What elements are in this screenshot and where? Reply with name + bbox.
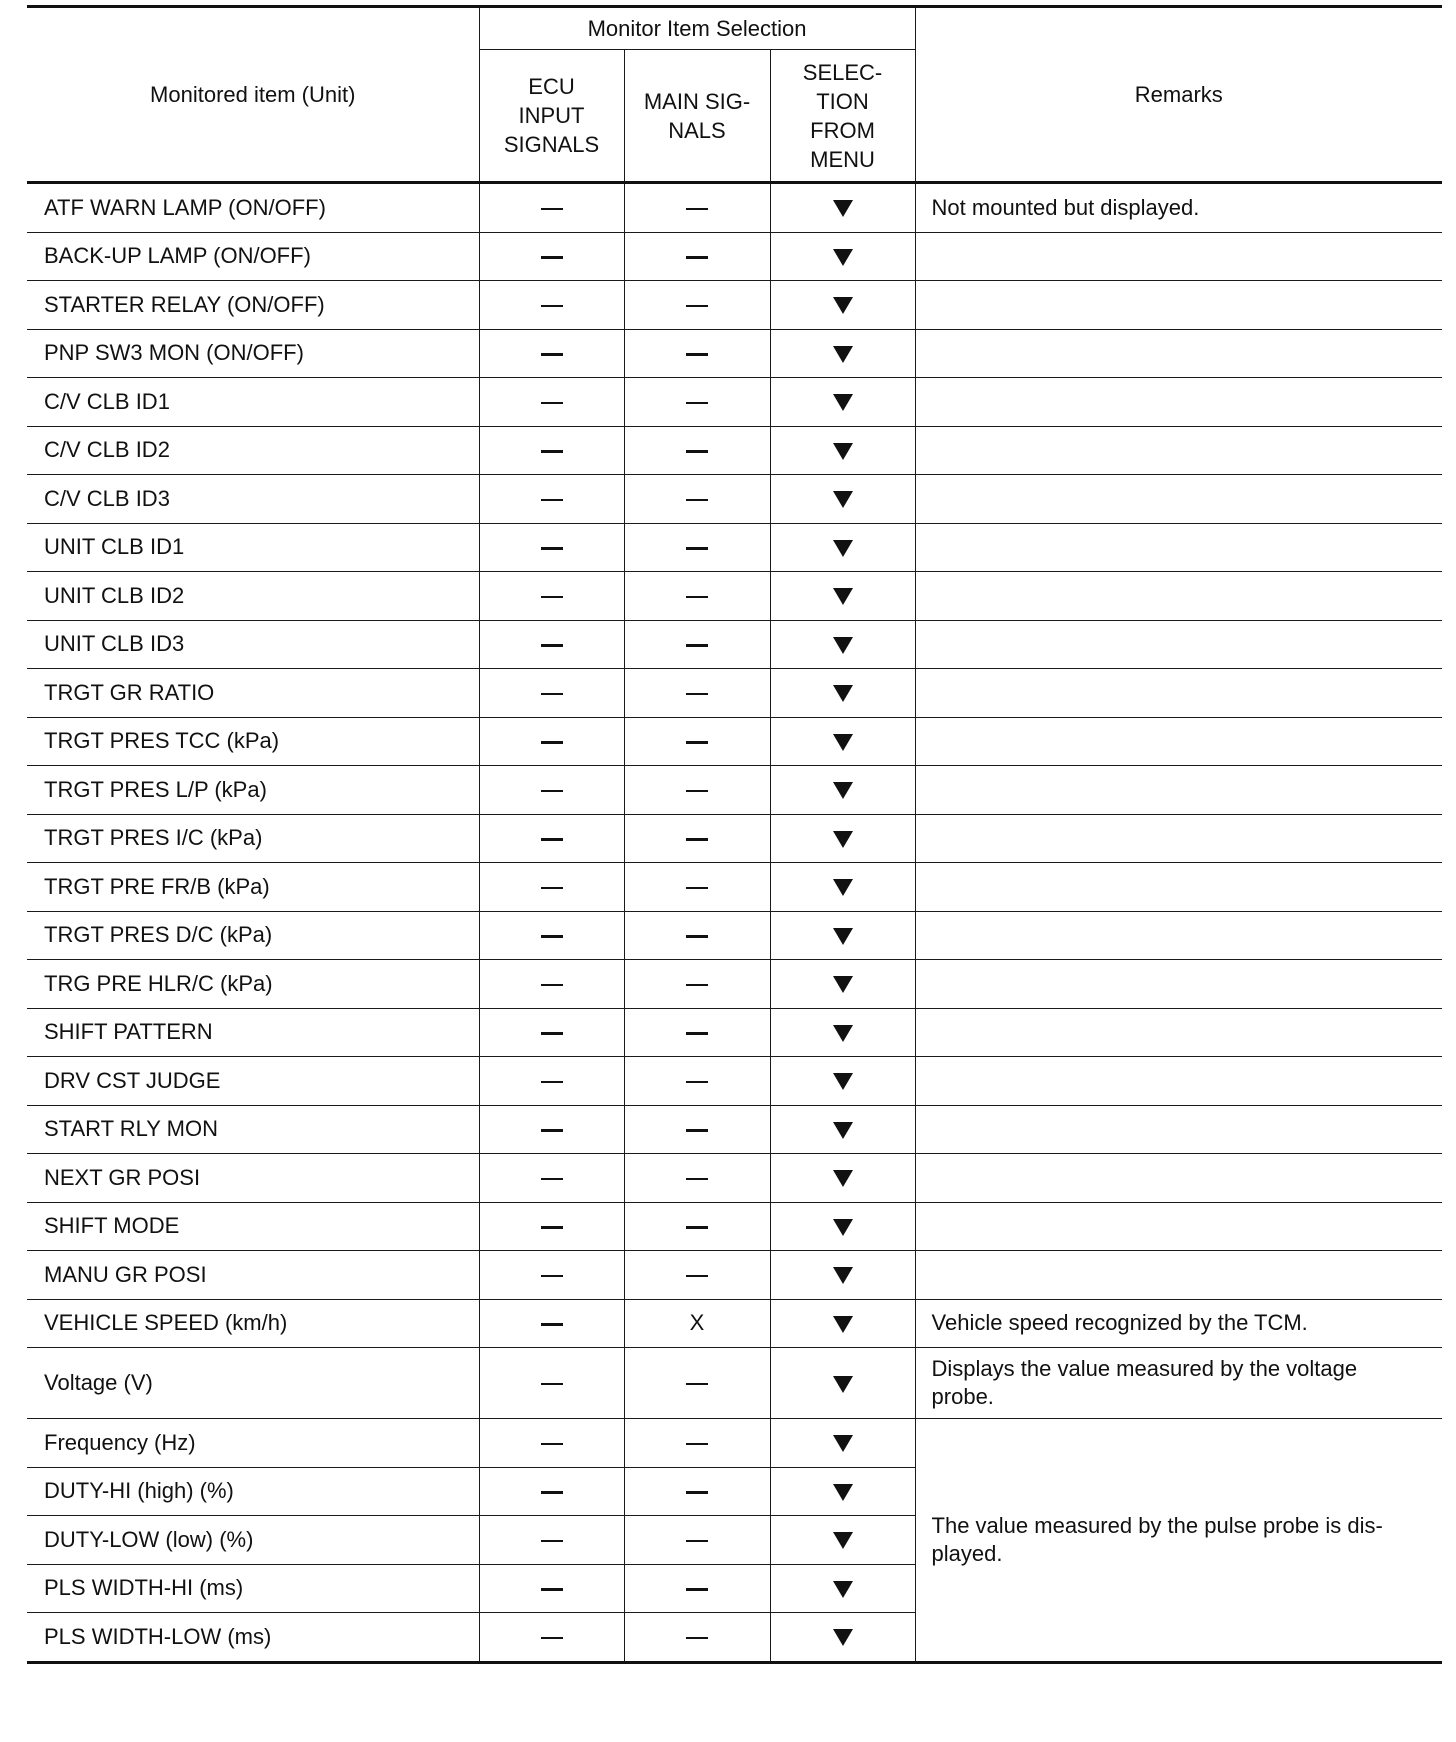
- monitored-item-cell: PLS WIDTH-LOW (ms): [27, 1613, 479, 1663]
- table-row: [27, 766, 1442, 815]
- cell-ecu: [479, 523, 624, 572]
- dash-mark: [541, 402, 563, 405]
- monitored-item-cell: SHIFT PATTERN: [27, 1008, 479, 1057]
- cell-main: [624, 1105, 770, 1154]
- table-row: [27, 281, 1442, 330]
- selected-triangle-icon: [833, 831, 853, 848]
- cell-ecu: [479, 1251, 624, 1300]
- selected-triangle-icon: [833, 1484, 853, 1501]
- cell-ecu: [479, 1202, 624, 1251]
- table-body: [27, 183, 1442, 1663]
- cell-ecu: [479, 911, 624, 960]
- header-menu-line: SELEC-: [802, 59, 883, 85]
- selected-triangle-icon: [833, 782, 853, 799]
- cell-main: [624, 232, 770, 281]
- dash-mark: [541, 596, 563, 599]
- table-row: [27, 329, 1442, 378]
- dash-mark: [541, 1275, 563, 1278]
- dash-mark: [686, 741, 708, 744]
- remark-cell: [915, 911, 1442, 960]
- dash-mark: [541, 1032, 563, 1035]
- cell-menu: [770, 669, 915, 718]
- cell-menu: [770, 1516, 915, 1565]
- table-row: [27, 1008, 1442, 1057]
- remark-cell: [915, 281, 1442, 330]
- cell-menu: [770, 1564, 915, 1613]
- dash-mark: [686, 790, 708, 793]
- monitored-item-cell: DUTY-HI (high) (%): [27, 1467, 479, 1516]
- selected-triangle-icon: [833, 1170, 853, 1187]
- monitored-item-cell: UNIT CLB ID1: [27, 523, 479, 572]
- cell-ecu: [479, 378, 624, 427]
- remark-cell: [915, 572, 1442, 621]
- cell-menu: [770, 232, 915, 281]
- table-row: [27, 378, 1442, 427]
- monitored-item-cell: DUTY-LOW (low) (%): [27, 1516, 479, 1565]
- dash-mark: [541, 305, 563, 308]
- header-main-signals: [624, 50, 770, 183]
- table-row: [27, 911, 1442, 960]
- dash-mark: [541, 1081, 563, 1084]
- cell-main: [624, 1154, 770, 1203]
- table-row: [27, 475, 1442, 524]
- dash-mark: [541, 208, 563, 211]
- cell-menu: [770, 523, 915, 572]
- monitored-item-cell: STARTER RELAY (ON/OFF): [27, 281, 479, 330]
- selected-triangle-icon: [833, 685, 853, 702]
- cell-menu: [770, 426, 915, 475]
- cell-main: [624, 1348, 770, 1419]
- selected-triangle-icon: [833, 1122, 853, 1139]
- dash-mark: [686, 887, 708, 890]
- dash-mark: [686, 450, 708, 453]
- cell-menu: [770, 1008, 915, 1057]
- dash-mark: [541, 887, 563, 890]
- remark-cell: [915, 378, 1442, 427]
- dash-mark: [541, 984, 563, 987]
- dash-mark: [686, 1178, 708, 1181]
- dash-mark: [541, 1588, 563, 1591]
- cell-ecu: [479, 620, 624, 669]
- monitored-item-cell: DRV CST JUDGE: [27, 1057, 479, 1106]
- selected-triangle-icon: [833, 637, 853, 654]
- cell-menu: [770, 329, 915, 378]
- dash-mark: [541, 1226, 563, 1229]
- table-row: [27, 863, 1442, 912]
- cell-menu: [770, 1348, 915, 1419]
- cell-menu: [770, 1105, 915, 1154]
- dash-mark: [541, 1178, 563, 1181]
- monitored-item-cell: TRGT PRES D/C (kPa): [27, 911, 479, 960]
- remark-cell: [915, 960, 1442, 1009]
- dash-mark: [541, 450, 563, 453]
- header-ecu-input-signals: [479, 50, 624, 183]
- monitored-item-cell: START RLY MON: [27, 1105, 479, 1154]
- cell-ecu: [479, 814, 624, 863]
- dash-mark: [541, 741, 563, 744]
- selected-triangle-icon: [833, 1025, 853, 1042]
- header-remarks: Remarks: [915, 7, 1442, 183]
- remark-cell: Vehicle speed recognized by the TCM.: [915, 1299, 1442, 1348]
- remark-cell: [915, 232, 1442, 281]
- dash-mark: [541, 644, 563, 647]
- monitored-item-cell: PLS WIDTH-HI (ms): [27, 1564, 479, 1613]
- table-row: [27, 426, 1442, 475]
- selected-triangle-icon: [833, 443, 853, 460]
- selected-triangle-icon: [833, 297, 853, 314]
- table-row: [27, 1348, 1442, 1419]
- cell-main: [624, 1008, 770, 1057]
- cell-ecu: [479, 1419, 624, 1468]
- header-main-line: MAIN SIG-: [643, 88, 751, 114]
- remark-cell: [915, 1202, 1442, 1251]
- cell-menu: [770, 863, 915, 912]
- monitored-item-cell: UNIT CLB ID3: [27, 620, 479, 669]
- header-menu-line: MENU: [810, 146, 875, 172]
- header-ecu-line: SIGNALS: [503, 132, 600, 157]
- cell-main: [624, 911, 770, 960]
- table-row: [27, 523, 1442, 572]
- cell-main: [624, 863, 770, 912]
- dash-mark: [541, 1443, 563, 1446]
- monitored-item-cell: TRGT PRES TCC (kPa): [27, 717, 479, 766]
- header-ecu-line: INPUT: [518, 103, 585, 128]
- table-row: [27, 232, 1442, 281]
- cell-ecu: [479, 426, 624, 475]
- cell-ecu: [479, 1467, 624, 1516]
- selected-triangle-icon: [833, 200, 853, 217]
- cell-ecu: [479, 1008, 624, 1057]
- dash-mark: [541, 256, 563, 259]
- dash-mark: [541, 1637, 563, 1640]
- selected-triangle-icon: [833, 394, 853, 411]
- cell-ecu: [479, 669, 624, 718]
- selected-triangle-icon: [833, 1219, 853, 1236]
- table-row: [27, 717, 1442, 766]
- remark-cell: Displays the value measured by the voltage probe.: [915, 1348, 1442, 1419]
- selected-triangle-icon: [833, 1629, 853, 1646]
- dash-mark: [686, 1383, 708, 1386]
- dash-mark: [686, 208, 708, 211]
- monitored-item-cell: ATF WARN LAMP (ON/OFF): [27, 183, 479, 233]
- cell-main: [624, 475, 770, 524]
- cell-ecu: [479, 1105, 624, 1154]
- monitored-item-cell: SHIFT MODE: [27, 1202, 479, 1251]
- cell-ecu: [479, 863, 624, 912]
- dash-mark: [686, 1226, 708, 1229]
- cell-ecu: [479, 1154, 624, 1203]
- dash-mark: [686, 644, 708, 647]
- remark-cell: [915, 814, 1442, 863]
- remark-cell: [915, 1105, 1442, 1154]
- dash-mark: [686, 984, 708, 987]
- dash-mark: [686, 305, 708, 308]
- selected-triangle-icon: [833, 1267, 853, 1284]
- selected-triangle-icon: [833, 1316, 853, 1333]
- monitored-item-cell: PNP SW3 MON (ON/OFF): [27, 329, 479, 378]
- cell-main: [624, 620, 770, 669]
- remark-cell: [915, 426, 1442, 475]
- table-row: [27, 1057, 1442, 1106]
- cell-main: [624, 669, 770, 718]
- dash-mark: [541, 1491, 563, 1494]
- monitored-item-cell: C/V CLB ID2: [27, 426, 479, 475]
- dash-mark: [686, 1032, 708, 1035]
- dash-mark: [541, 1129, 563, 1132]
- monitored-item-cell: TRGT PRES I/C (kPa): [27, 814, 479, 863]
- cell-main: [624, 1516, 770, 1565]
- remark-cell: [915, 523, 1442, 572]
- monitored-item-cell: TRGT GR RATIO: [27, 669, 479, 718]
- table-row: [27, 1154, 1442, 1203]
- cell-menu: [770, 1467, 915, 1516]
- selected-triangle-icon: [833, 491, 853, 508]
- remark-cell: [915, 1057, 1442, 1106]
- cell-main: [624, 378, 770, 427]
- dash-mark: [686, 1491, 708, 1494]
- cell-ecu: [479, 1057, 624, 1106]
- cell-main: [624, 183, 770, 233]
- cell-ecu: [479, 1348, 624, 1419]
- dash-mark: [686, 1443, 708, 1446]
- remark-cell: [915, 766, 1442, 815]
- cell-menu: [770, 1251, 915, 1300]
- dash-mark: [686, 1129, 708, 1132]
- cell-main: [624, 814, 770, 863]
- cell-ecu: [479, 183, 624, 233]
- cell-menu: [770, 1419, 915, 1468]
- dash-mark: [541, 499, 563, 502]
- cell-ecu: [479, 1613, 624, 1663]
- cell-main: [624, 281, 770, 330]
- table-row: [27, 669, 1442, 718]
- dash-mark: [541, 693, 563, 696]
- cell-menu: [770, 911, 915, 960]
- monitored-item-cell: Frequency (Hz): [27, 1419, 479, 1468]
- cell-ecu: [479, 1564, 624, 1613]
- dash-mark: [686, 256, 708, 259]
- monitored-item-cell: TRG PRE HLR/C (kPa): [27, 960, 479, 1009]
- cell-menu: [770, 1299, 915, 1348]
- cell-ecu: [479, 232, 624, 281]
- dash-mark: [686, 1637, 708, 1640]
- pulse-probe-remark-cell: The value measured by the pulse probe is dis-played.: [915, 1419, 1442, 1663]
- monitored-item-cell: C/V CLB ID3: [27, 475, 479, 524]
- remark-cell: [915, 863, 1442, 912]
- selected-triangle-icon: [833, 1073, 853, 1090]
- remark-cell: [915, 1154, 1442, 1203]
- cell-menu: [770, 814, 915, 863]
- dash-mark: [686, 596, 708, 599]
- selected-triangle-icon: [833, 734, 853, 751]
- remark-cell: [915, 1251, 1442, 1300]
- selected-triangle-icon: [833, 1532, 853, 1549]
- cell-main: [624, 1419, 770, 1468]
- selected-triangle-icon: [833, 249, 853, 266]
- dash-mark: [686, 402, 708, 405]
- table-row: [27, 1299, 1442, 1348]
- cell-menu: [770, 183, 915, 233]
- header-selection-from-menu: [770, 50, 915, 183]
- dash-mark: [541, 790, 563, 793]
- dash-mark: [686, 693, 708, 696]
- monitored-item-cell: VEHICLE SPEED (km/h): [27, 1299, 479, 1348]
- remark-cell: [915, 1008, 1442, 1057]
- cell-main: [624, 1467, 770, 1516]
- monitor-item-table: [27, 5, 1442, 1664]
- table-row: [27, 620, 1442, 669]
- header-monitor-item-selection: Monitor Item Selection: [479, 7, 915, 50]
- dash-mark: [686, 1588, 708, 1591]
- cell-ecu: [479, 1299, 624, 1348]
- header-monitored-item: Monitored item (Unit): [27, 7, 479, 183]
- cell-main: [624, 523, 770, 572]
- cell-main: [624, 1564, 770, 1613]
- selected-triangle-icon: [833, 346, 853, 363]
- dash-mark: [686, 935, 708, 938]
- cell-ecu: [479, 475, 624, 524]
- dash-mark: [686, 1540, 708, 1543]
- dash-mark: [686, 499, 708, 502]
- header-menu-line: TION: [816, 88, 869, 114]
- table-row: [27, 183, 1442, 233]
- cell-menu: [770, 766, 915, 815]
- selected-triangle-icon: [833, 1376, 853, 1393]
- monitored-item-cell: Voltage (V): [27, 1348, 479, 1419]
- cell-menu: [770, 960, 915, 1009]
- remark-cell: [915, 669, 1442, 718]
- cell-main: [624, 717, 770, 766]
- header-menu-line: FROM: [810, 117, 875, 143]
- dash-mark: [686, 1081, 708, 1084]
- cell-main: [624, 572, 770, 621]
- cell-menu: [770, 378, 915, 427]
- header-ecu-line: ECU: [528, 74, 575, 99]
- monitored-item-cell: UNIT CLB ID2: [27, 572, 479, 621]
- remark-cell: Not mounted but displayed.: [915, 183, 1442, 233]
- cell-main: [624, 426, 770, 475]
- dash-mark: [541, 838, 563, 841]
- selected-triangle-icon: [833, 928, 853, 945]
- dash-mark: [541, 1323, 563, 1326]
- dash-mark: [541, 353, 563, 356]
- table-row: [27, 960, 1442, 1009]
- cell-ecu: [479, 1516, 624, 1565]
- dash-mark: [686, 838, 708, 841]
- cell-main: [624, 1202, 770, 1251]
- cell-main: [624, 1613, 770, 1663]
- cell-main: [624, 1299, 770, 1348]
- cell-ecu: [479, 766, 624, 815]
- cell-menu: [770, 1154, 915, 1203]
- dash-mark: [541, 1383, 563, 1386]
- monitored-item-cell: TRGT PRES L/P (kPa): [27, 766, 479, 815]
- dash-mark: [686, 353, 708, 356]
- table-row: [27, 814, 1442, 863]
- table-row: [27, 572, 1442, 621]
- selected-triangle-icon: [833, 540, 853, 557]
- cell-main: [624, 960, 770, 1009]
- cell-menu: [770, 717, 915, 766]
- dash-mark: [541, 547, 563, 550]
- cell-main: [624, 1251, 770, 1300]
- monitored-item-cell: NEXT GR POSI: [27, 1154, 479, 1203]
- remark-cell: [915, 475, 1442, 524]
- cell-ecu: [479, 960, 624, 1009]
- cell-ecu: [479, 717, 624, 766]
- selected-triangle-icon: [833, 1581, 853, 1598]
- selected-triangle-icon: [833, 1435, 853, 1452]
- cell-main: [624, 329, 770, 378]
- remark-cell: [915, 620, 1442, 669]
- x-mark: X: [689, 1310, 705, 1336]
- cell-ecu: [479, 281, 624, 330]
- cell-menu: [770, 1613, 915, 1663]
- table-row: [27, 1419, 1442, 1468]
- table-row: [27, 1202, 1442, 1251]
- monitored-item-cell: TRGT PRE FR/B (kPa): [27, 863, 479, 912]
- dash-mark: [686, 1275, 708, 1278]
- cell-ecu: [479, 572, 624, 621]
- cell-menu: [770, 475, 915, 524]
- remark-cell: [915, 329, 1442, 378]
- cell-main: [624, 766, 770, 815]
- cell-menu: [770, 572, 915, 621]
- selected-triangle-icon: [833, 879, 853, 896]
- selected-triangle-icon: [833, 976, 853, 993]
- monitor-item-table-container: [27, 5, 1442, 1664]
- remark-cell: [915, 717, 1442, 766]
- cell-menu: [770, 281, 915, 330]
- monitored-item-cell: MANU GR POSI: [27, 1251, 479, 1300]
- monitored-item-cell: BACK-UP LAMP (ON/OFF): [27, 232, 479, 281]
- dash-mark: [686, 547, 708, 550]
- dash-mark: [541, 935, 563, 938]
- table-row: [27, 1105, 1442, 1154]
- cell-main: [624, 1057, 770, 1106]
- monitored-item-cell: C/V CLB ID1: [27, 378, 479, 427]
- selected-triangle-icon: [833, 588, 853, 605]
- header-main-line: NALS: [668, 117, 726, 143]
- cell-ecu: [479, 329, 624, 378]
- dash-mark: [541, 1540, 563, 1543]
- cell-menu: [770, 1202, 915, 1251]
- cell-menu: [770, 1057, 915, 1106]
- cell-menu: [770, 620, 915, 669]
- table-row: [27, 1251, 1442, 1300]
